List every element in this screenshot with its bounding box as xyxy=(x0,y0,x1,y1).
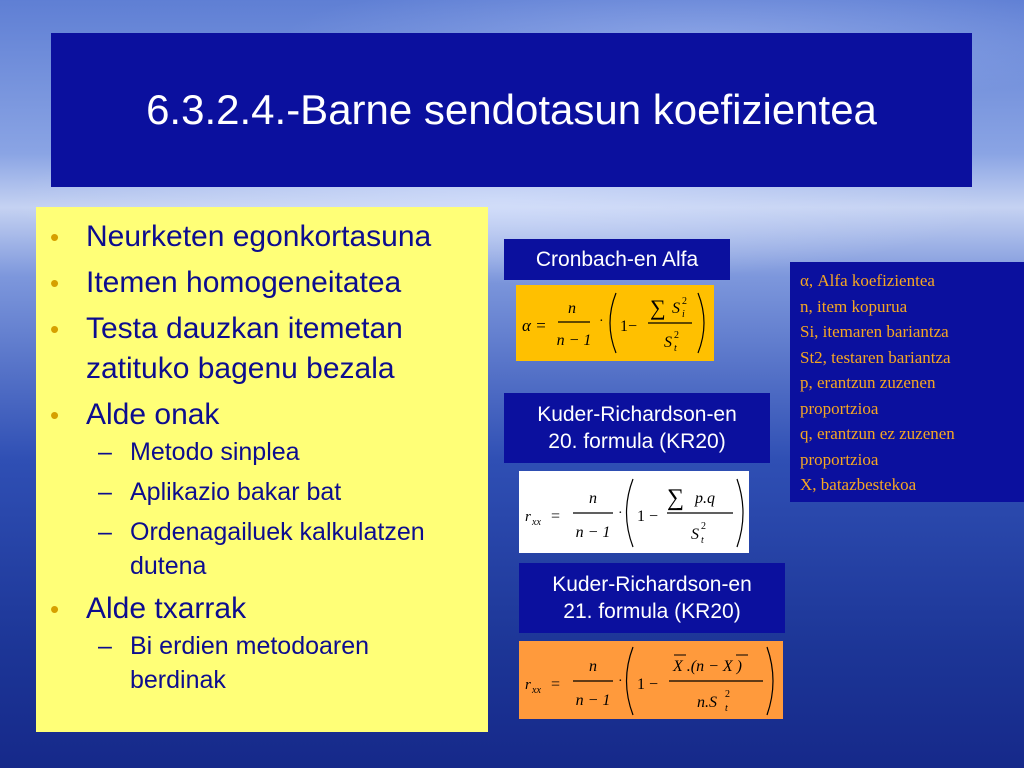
sum-symbol: ∑ xyxy=(667,485,685,511)
cronbach-label-text: Cronbach-en Alfa xyxy=(535,248,699,271)
bullet-dot: • xyxy=(50,400,60,430)
frac-num: n xyxy=(568,300,576,317)
frac-num: n xyxy=(589,658,597,675)
xbar-term: X .(n − X ) xyxy=(673,658,742,675)
cronbach-label xyxy=(504,239,730,280)
svg-text:2: 2 xyxy=(701,521,706,532)
frac-den: n − 1 xyxy=(556,332,592,349)
pq-term: p.q xyxy=(695,490,715,507)
sub-dash: – xyxy=(98,478,112,506)
legend-line: q, erantzun ez zuzenen xyxy=(800,424,955,443)
bot-s: S xyxy=(691,526,699,543)
svg-text:=: = xyxy=(551,676,561,693)
title-banner xyxy=(51,33,972,187)
bullet-item xyxy=(36,217,488,257)
one-minus: 1− xyxy=(620,318,638,335)
svg-text:2: 2 xyxy=(674,330,679,341)
one-minus: 1 − xyxy=(637,508,659,525)
one-minus: 1 − xyxy=(637,676,659,693)
rxx-symbol: r xyxy=(525,677,531,693)
bullet-panel xyxy=(36,207,488,732)
sub-text: Ordenagailuek kalkulatzen dutena xyxy=(130,518,425,580)
legend-line: proportzioa xyxy=(800,398,879,418)
kr21-formula xyxy=(519,641,783,719)
svg-text:2: 2 xyxy=(725,689,730,700)
bullet-text: Testa dauzkan itemetan zatituko bagenu bezala xyxy=(86,312,403,385)
bullet-item xyxy=(36,309,416,389)
kr20-formula xyxy=(519,471,749,553)
svg-text:i: i xyxy=(682,309,685,320)
top-s: S xyxy=(672,300,680,317)
bullet-dot: • xyxy=(50,222,60,252)
legend-line: St2, testaren bariantza xyxy=(800,347,951,367)
bot-ns: n.S xyxy=(697,694,717,711)
svg-text:2: 2 xyxy=(682,296,687,307)
sub-text: Aplikazio bakar bat xyxy=(130,478,342,506)
sub-item xyxy=(36,515,470,583)
bot-s: S xyxy=(664,334,672,351)
svg-text:·: · xyxy=(599,314,604,329)
bullet-text: Alde onak xyxy=(86,398,220,431)
sub-dash: – xyxy=(98,518,112,546)
svg-text:t: t xyxy=(701,535,704,546)
bullet-dot: • xyxy=(50,594,60,624)
sub-dash: – xyxy=(98,632,112,660)
svg-text:·: · xyxy=(618,674,623,689)
sub-text: Metodo sinplea xyxy=(130,438,300,466)
bullet-text: Itemen homogeneitatea xyxy=(86,266,402,299)
kr21-label xyxy=(519,563,785,633)
legend-line: Si, itemaren bariantza xyxy=(800,322,949,341)
bullet-item xyxy=(36,263,488,303)
legend-line: X, batazbestekoa xyxy=(800,475,917,494)
sub-item xyxy=(36,435,488,469)
bullet-item xyxy=(36,589,488,629)
sum-symbol: ∑ xyxy=(650,295,666,320)
sub-text: Bi erdien metodoaren berdinak xyxy=(130,632,370,694)
frac-den: n − 1 xyxy=(575,692,611,709)
bullet-dot: • xyxy=(50,314,60,344)
variable-legend xyxy=(790,262,1024,502)
sub-item xyxy=(36,629,430,697)
svg-text:xx: xx xyxy=(532,517,541,528)
bullet-text: Neurketen egonkortasuna xyxy=(86,220,432,253)
kr21-label-line1: Kuder-Richardson-en xyxy=(552,573,752,596)
kr20-label-line1: Kuder-Richardson-en xyxy=(537,403,737,426)
bullet-dot: • xyxy=(50,268,60,298)
alpha-symbol: α = xyxy=(522,316,547,335)
cronbach-formula xyxy=(516,285,714,361)
frac-num: n xyxy=(589,490,597,507)
kr21-label-line2: 21. formula (KR20) xyxy=(563,600,741,623)
frac-den: n − 1 xyxy=(575,524,611,541)
svg-text:t: t xyxy=(725,703,728,714)
sub-dash: – xyxy=(98,438,112,466)
bullet-text: Alde txarrak xyxy=(86,592,247,625)
rxx-symbol: r xyxy=(525,509,531,525)
legend-line: α, Alfa koefizientea xyxy=(800,271,935,290)
slide-title: 6.3.2.4.-Barne sendotasun koefizientea xyxy=(146,86,877,133)
kr20-label xyxy=(504,393,770,463)
sub-item xyxy=(36,475,488,509)
svg-text:·: · xyxy=(618,506,623,521)
bullet-item xyxy=(36,395,488,435)
svg-text:t: t xyxy=(674,343,677,354)
svg-text:xx: xx xyxy=(532,685,541,696)
svg-text:=: = xyxy=(551,508,561,525)
kr20-label-line2: 20. formula (KR20) xyxy=(548,430,726,453)
legend-line: n, item kopurua xyxy=(800,296,908,316)
legend-line: p, erantzun zuzenen xyxy=(800,373,936,392)
legend-line: proportzioa xyxy=(800,449,879,469)
